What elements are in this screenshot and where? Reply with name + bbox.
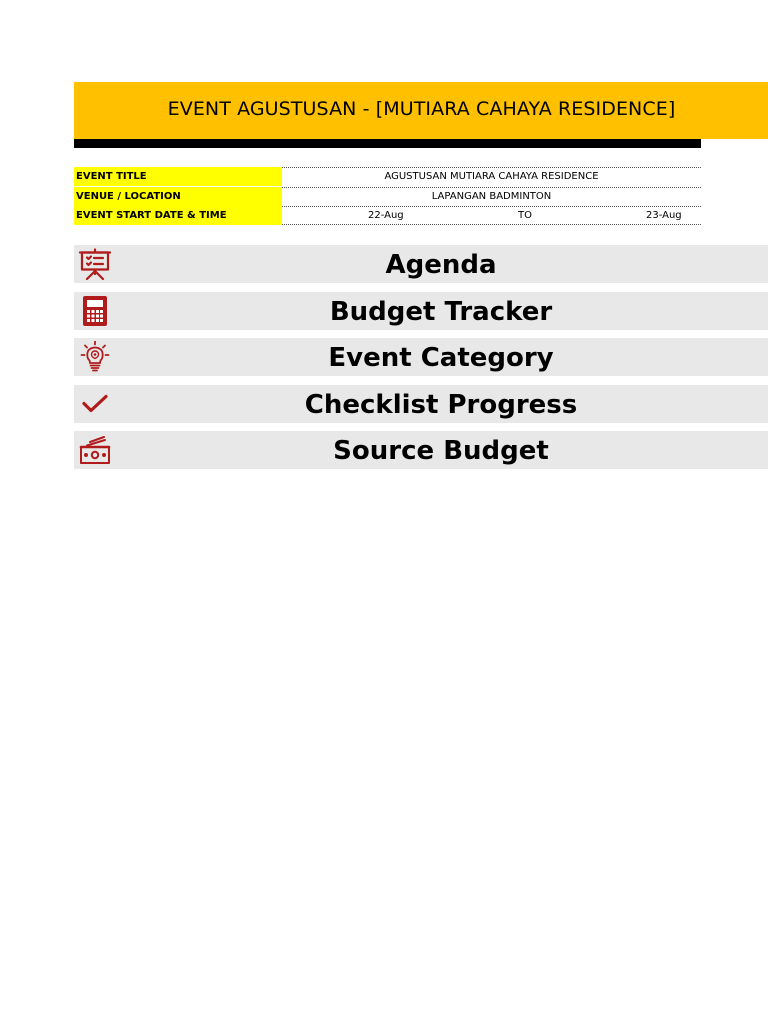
event-title-row [74,167,701,186]
event-date-label: EVENT START DATE & TIME [74,206,282,225]
nav-item-label: Checklist Progress [304,389,578,420]
lightbulb-icon [78,341,112,373]
event-date-row [74,206,701,225]
venue-value[interactable]: LAPANGAN BADMINTON [282,187,701,206]
event-info-table [74,167,701,226]
venue-label: VENUE / LOCATION [74,187,282,206]
start-date[interactable]: 22-Aug [368,210,404,221]
end-date[interactable]: 23-Aug [646,210,682,221]
page-title: EVENT AGUSTUSAN - [MUTIARA CAHAYA RESIDENCE] [167,98,676,120]
nav-item-label: Budget Tracker [329,296,553,327]
checkmark-icon [78,388,112,420]
section-nav-list [74,245,768,478]
nav-item-event-category[interactable] [74,338,768,376]
nav-item-label: Event Category [328,343,554,373]
nav-item-label: Source Budget [333,436,549,466]
presentation-board-icon [78,248,112,280]
date-separator: TO [518,210,532,221]
nav-item-agenda[interactable] [74,245,768,283]
event-title-label: EVENT TITLE [74,167,282,186]
nav-item-label: Agenda [385,250,497,280]
nav-item-checklist-progress[interactable] [74,385,768,423]
money-cash-icon [78,434,112,466]
venue-row [74,187,701,206]
event-date-value [282,206,701,225]
header-divider [74,139,701,148]
nav-item-budget-tracker[interactable] [74,292,768,330]
nav-item-source-budget[interactable] [74,431,768,469]
calculator-icon [78,295,112,327]
header-banner [74,82,768,139]
event-title-value[interactable]: AGUSTUSAN MUTIARA CAHAYA RESIDENCE [282,167,701,186]
